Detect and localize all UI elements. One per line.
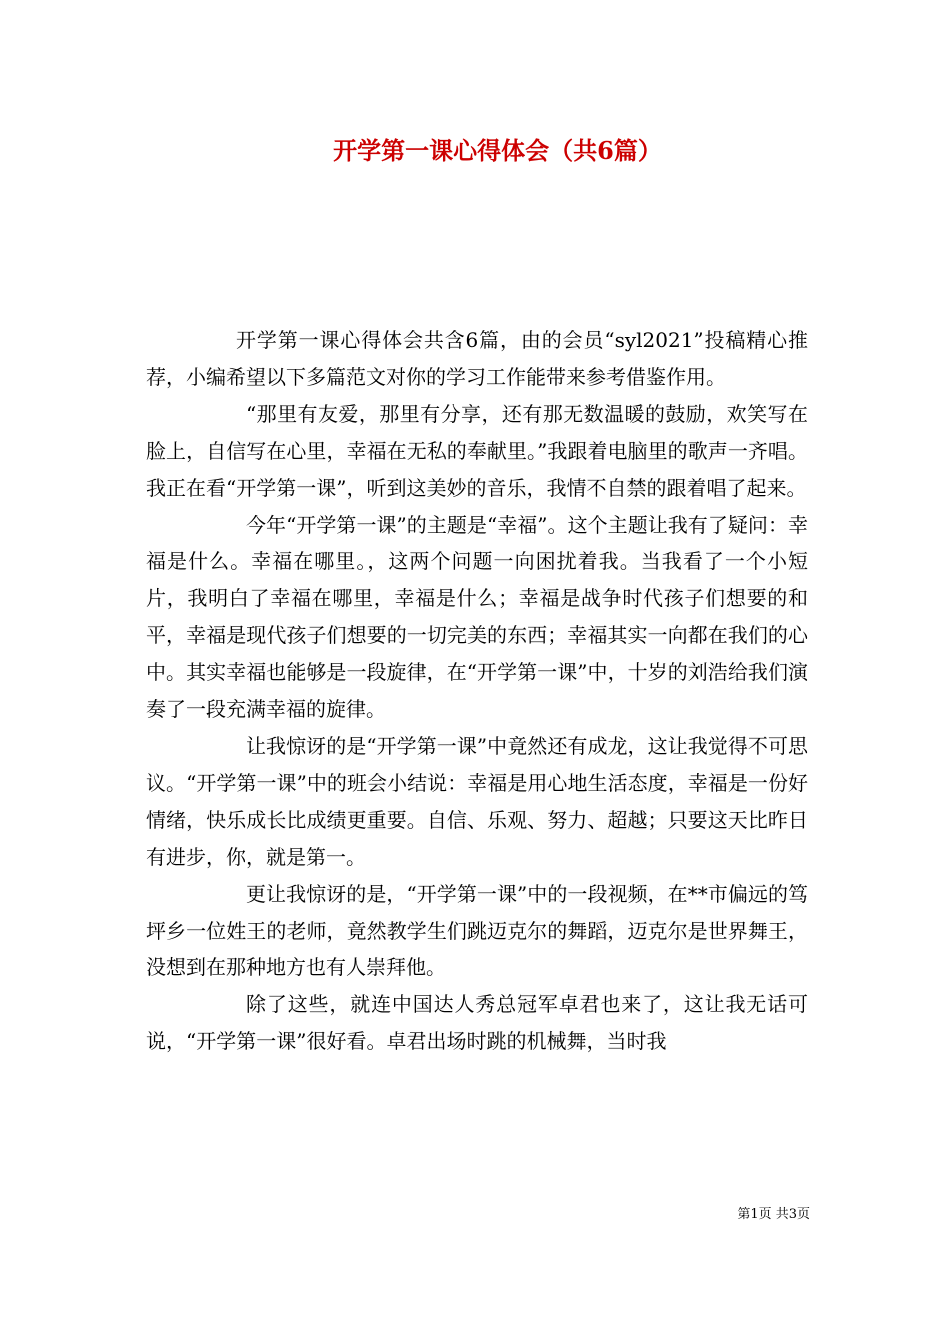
page-title: 开学第一课心得体会（共6篇） bbox=[333, 136, 662, 165]
paragraph-song: “那里有友爱，那里有分享，还有那无数温暖的鼓励，欢笑写在脸上，自信写在心里，幸福在无私的奉献里。”我跟着电脑里的歌声一齐唱。我正在看“开学第一课”，听到这美妙的音乐，我情不自禁的跟着唱了起来。 bbox=[146, 401, 808, 500]
paragraph-jackie-chan: 让我惊讶的是“开学第一课”中竟然还有成龙，这让我觉得不可思议。“开学第一课”中的班会小结说：幸福是用心地生活态度，幸福是一份好情绪，快乐成长比成绩更重要。自信、乐观、努力、超越；只要这天比昨日有进步，你，就是第一。 bbox=[146, 733, 808, 869]
paragraph-video: 更让我惊讶的是，“开学第一课”中的一段视频，在**市偏远的笃坪乡一位姓王的老师，竟然教学生们跳迈克尔的舞蹈，迈克尔是世界舞王，没想到在那种地方也有人崇拜他。 bbox=[146, 881, 808, 980]
page-number: 第1页 共3页 bbox=[737, 1207, 810, 1222]
paragraph-intro: 开学第一课心得体会共含6篇，由的会员“syl2021”投稿精心推荐，小编希望以下多篇范文对你的学习工作能带来参考借鉴作用。 bbox=[146, 328, 808, 389]
document-body bbox=[146, 322, 808, 1060]
paragraph-theme: 今年“开学第一课”的主题是“幸福”。这个主题让我有了疑问：幸福是什么。幸福在哪里。，这两个问题一向困扰着我。当我看了一个小短片，我明白了幸福在哪里，幸福是什么；幸福是战争时代孩子们想要的和平，幸福是现代孩子们想要的一切完美的东西；幸福其实一向都在我们的心中。其实幸福也能够是一段旋律，在“开学第一课”中，十岁的刘浩给我们演奏了一段充满幸福的旋律。 bbox=[146, 512, 808, 722]
paragraph-talent-show: 除了这些，就连中国达人秀总冠军卓君也来了，这让我无话可说，“开学第一课”很好看。卓君出场时跳的机械舞，当时我 bbox=[146, 992, 808, 1054]
